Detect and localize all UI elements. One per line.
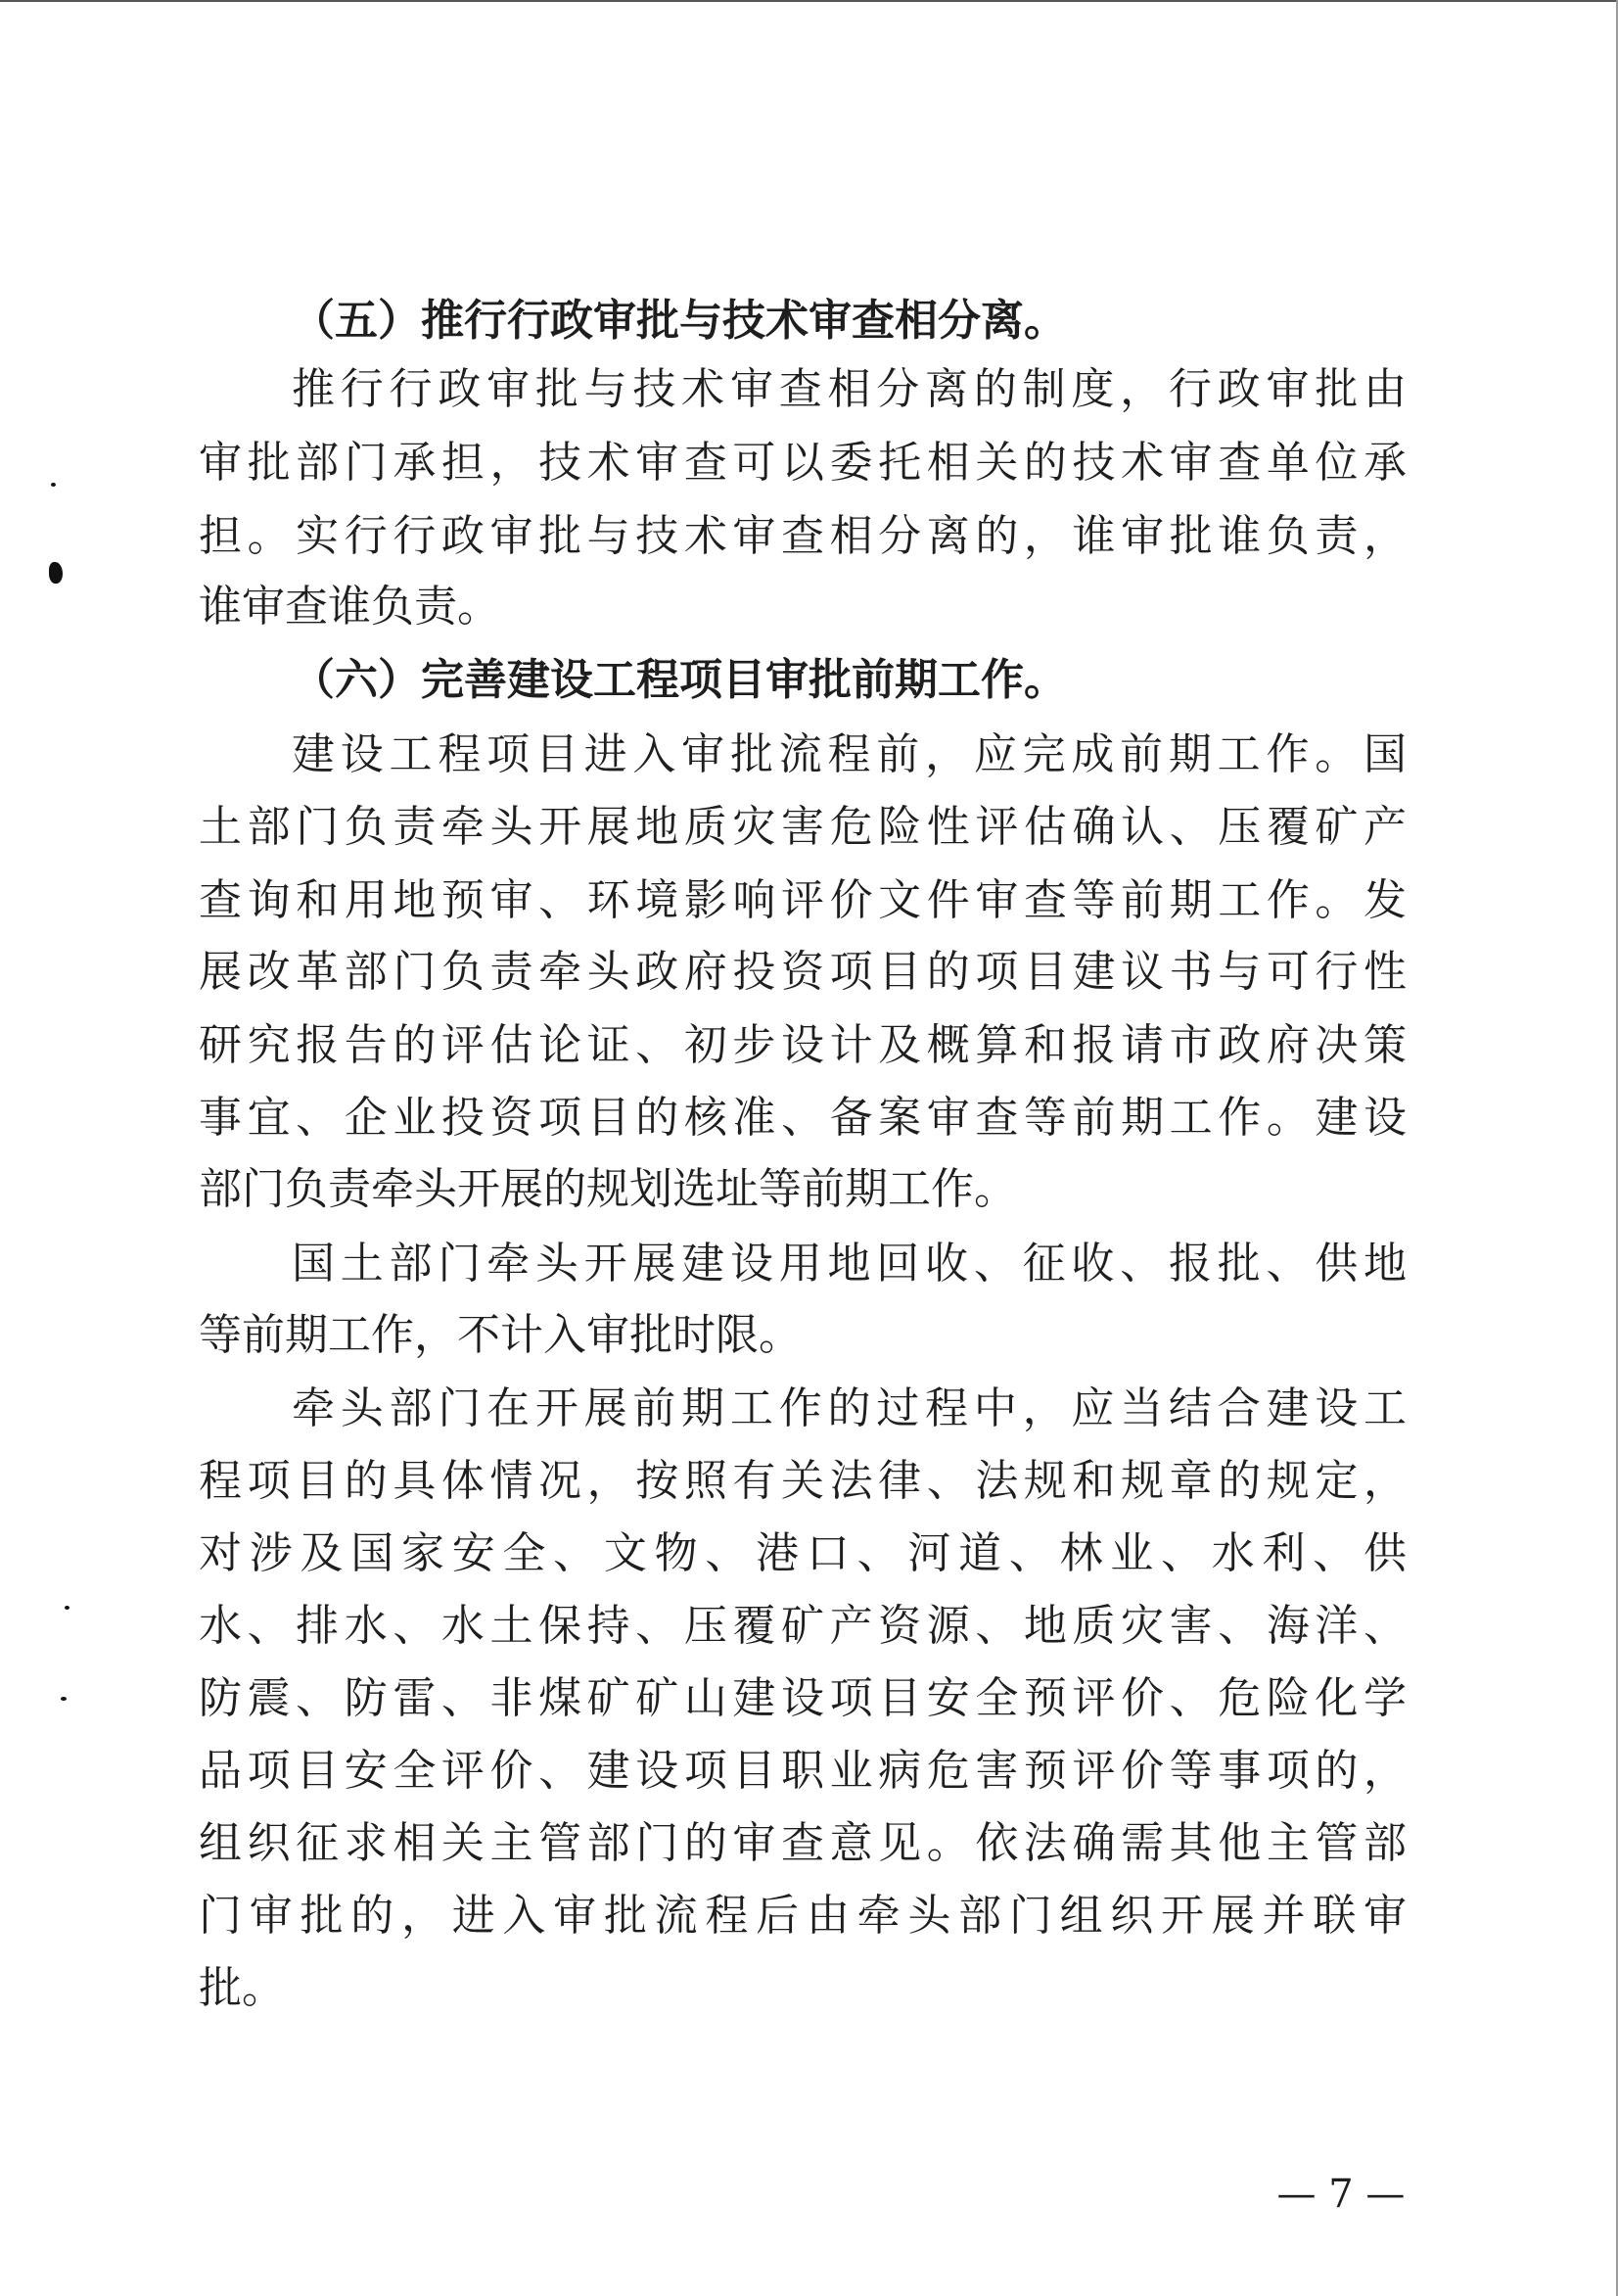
paragraph-line: 谁审查谁负责。 [199,582,500,632]
paragraph-line: 牵头部门在开展前期工作的过程中，应当结合建设工 [292,1383,1407,1433]
paragraph-line: 研究报告的评估论证、初步设计及概算和报请市政府决策 [199,1020,1407,1070]
paragraph-line: 防震、防雷、非煤矿矿山建设项目安全预评价、危险化学 [199,1673,1407,1723]
scan-speck [65,1606,69,1610]
paragraph-line: 推行行政审批与技术审查相分离的制度，行政审批由 [292,364,1407,414]
scan-speck [61,1697,67,1701]
paragraph-line: 担。实行行政审批与技术审查相分离的，谁审批谁负责， [199,511,1407,561]
scan-speck [51,483,56,487]
paragraph-line: 程项目的具体情况，按照有关法律、法规和规章的规定， [199,1456,1407,1506]
paragraph-line: 等前期工作，不计入审批时限。 [199,1310,802,1360]
paragraph-line: 批。 [199,1963,285,2013]
paragraph-line: 国土部门牵头开展建设用地回收、征收、报批、供地 [292,1239,1407,1289]
page-number: — 7 — [1276,2172,1406,2217]
paragraph-line: 对涉及国家安全、文物、港口、河道、林业、水利、供 [199,1528,1407,1578]
paragraph-line: 品项目安全评价、建设项目职业病危害预评价等事项的， [199,1746,1407,1796]
paragraph-line: 建设工程项目进入审批流程前，应完成前期工作。国 [292,729,1407,779]
section-heading-5: （五）推行行政审批与技术审查相分离。 [292,296,1067,346]
paragraph-line: 土部门负责牵头开展地质灾害危险性评估确认、压覆矿产 [199,802,1407,852]
section-heading-6: （六）完善建设工程项目审批前期工作。 [292,655,1067,705]
paragraph-line: 展改革部门负责牵头政府投资项目的项目建议书与可行性 [199,947,1407,997]
paragraph-line: 查询和用地预审、环境影响评价文件审查等前期工作。发 [199,875,1407,925]
paragraph-line: 组织征求相关主管部门的审查意见。依法确需其他主管部 [199,1818,1407,1868]
paragraph-line: 事宜、企业投资项目的核准、备案审查等前期工作。建设 [199,1093,1407,1143]
paragraph-line: 水、排水、水土保持、压覆矿产资源、地质灾害、海洋、 [199,1601,1407,1651]
paragraph-line: 部门负责牵头开展的规划选址等前期工作。 [199,1164,1017,1214]
paragraph-line: 门审批的，进入审批流程后由牵头部门组织开展并联审 [199,1891,1407,1941]
scan-speck [49,562,63,584]
scan-top-edge [0,0,1618,2]
paragraph-line: 审批部门承担，技术审查可以委托相关的技术审查单位承 [199,438,1407,488]
